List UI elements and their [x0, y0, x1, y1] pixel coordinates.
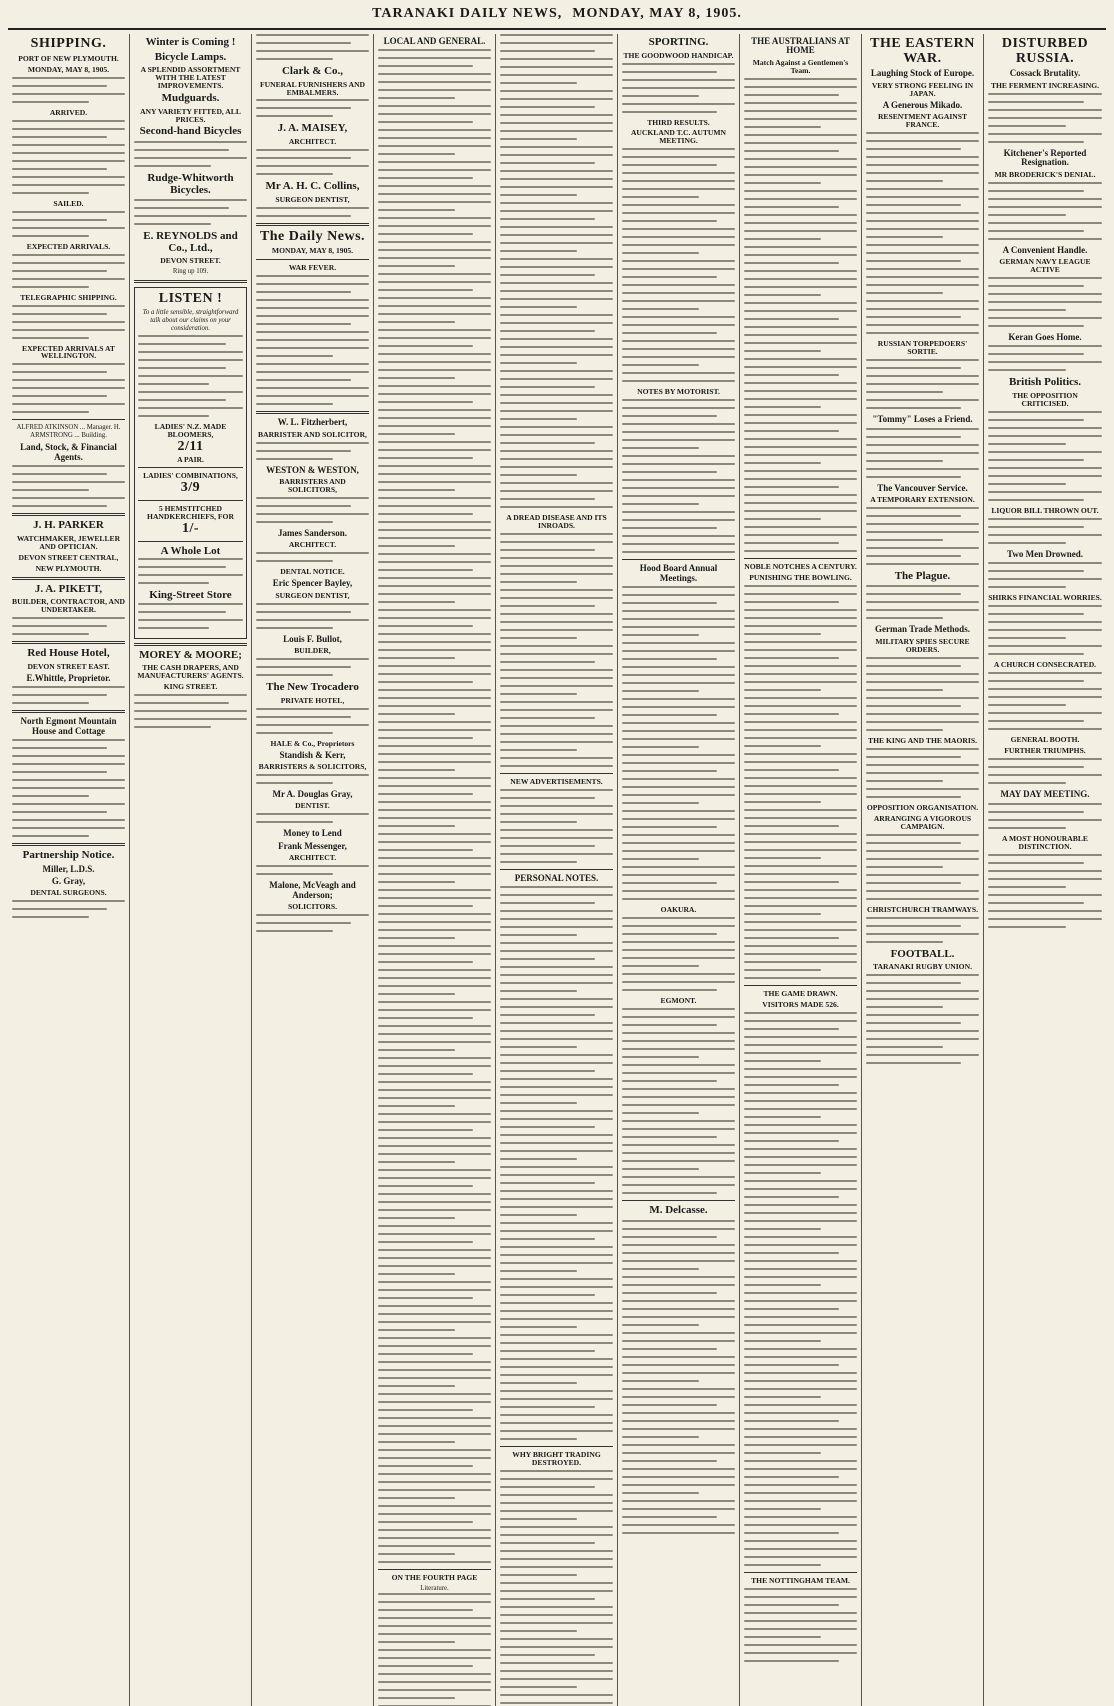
trocadero-trade: PRIVATE HOTEL,: [280, 695, 345, 705]
column-eastern-war: [862, 34, 984, 1706]
text-block: [12, 305, 125, 339]
parker-city: NEW PLYMOUTH.: [35, 563, 102, 573]
article-body: [988, 93, 1102, 143]
variety-fitted: ANY VARIETY FITTED, ALL PRICES.: [140, 106, 241, 124]
motorist-heading: NOTES BY MOTORIST.: [637, 387, 720, 397]
plague-heading: The Plague.: [894, 569, 951, 582]
article-body: [622, 917, 735, 991]
article-body: [866, 359, 979, 409]
collins-name: Mr A. H. C. Collins,: [265, 180, 360, 192]
article-body: [866, 657, 979, 731]
road-board-heading: Hood Board Annual Meetings.: [639, 563, 718, 583]
text-block: [256, 708, 369, 734]
clark-trade: FUNERAL FURNISHERS AND EMBALMERS.: [259, 79, 366, 97]
laughing-stock: Laughing Stock of Europe.: [870, 68, 975, 79]
article-body: [500, 789, 613, 863]
pikett-trade: BUILDER, CONTRACTOR, AND UNDERTAKER.: [12, 597, 125, 615]
australians-heading: THE AUSTRALIANS AT HOME: [751, 36, 850, 56]
mails-heading: EXPECTED ARRIVALS AT WELLINGTON.: [22, 343, 115, 361]
strong-feeling: VERY STRONG FEELING IN JAPAN.: [871, 80, 974, 98]
article-body: [988, 758, 1102, 784]
article-body: [866, 974, 979, 1064]
keran-heading: Keran Goes Home.: [1008, 332, 1082, 342]
combinations-price: 3/9: [180, 480, 201, 496]
article-body: [744, 585, 857, 979]
combinations-label: LADIES' COMBINATIONS,: [143, 471, 238, 481]
triumphs-heading: FURTHER TRIUMPHS.: [1004, 746, 1086, 756]
shipping-heading: SHIPPING.: [30, 36, 107, 51]
broderick-heading: MR BRODERICK'S DENIAL.: [994, 169, 1096, 179]
tramways-heading: CHRISTCHURCH TRAMWAYS.: [867, 904, 978, 914]
parker-address: DEVON STREET CENTRAL,: [18, 552, 119, 562]
bloomers-unit: A PAIR.: [177, 454, 204, 464]
collins-trade: SURGEON DENTIST,: [275, 194, 350, 204]
land-stock-heading: Land, Stock, & Financial Agents.: [20, 442, 117, 462]
text-block: [256, 34, 369, 60]
article-body: [622, 399, 735, 553]
secondhand-bicycles: Second-hand Bicycles: [139, 125, 242, 138]
pikett-name: J. A. PIKETT,: [34, 582, 103, 595]
article-body: [988, 605, 1102, 655]
article-body: [866, 428, 979, 478]
column-cricket: [740, 34, 862, 1706]
mayday-heading: MAY DAY MEETING.: [1000, 789, 1090, 800]
handle-heading: A Convenient Handle.: [1002, 244, 1088, 255]
kitchener-heading: Kitchener's Reported Resignation.: [1003, 147, 1087, 168]
text-block: [256, 99, 369, 117]
text-block: [256, 914, 369, 932]
gray-trade: DENTAL SURGEONS.: [30, 888, 107, 898]
winter-heading: Winter is Coming !: [145, 36, 236, 48]
navy-league: GERMAN NAVY LEAGUE ACTIVE: [999, 257, 1091, 275]
politics-heading: British Politics.: [1008, 376, 1082, 389]
daily-news-date: MONDAY, MAY 8, 1905.: [271, 246, 354, 256]
rudge-heading: Rudge-Whitworth Bicycles.: [147, 172, 234, 196]
whole-lot: A Whole Lot: [160, 544, 221, 557]
resentment-heading: RESENTMENT AGAINST FRANCE.: [877, 112, 968, 130]
standish-name: Standish & Kerr,: [279, 749, 346, 760]
column-shipping: [8, 34, 130, 1706]
article-body: [866, 132, 979, 334]
literature-label: Literature.: [420, 1585, 449, 1593]
messenger-trade: ARCHITECT.: [288, 853, 337, 863]
arrived-heading: ARRIVED.: [49, 107, 88, 117]
morey-name: MOREY & MOORE;: [139, 648, 242, 661]
oakura-heading: OAKURA.: [660, 905, 697, 915]
church-heading: A CHURCH CONSECRATED.: [993, 660, 1097, 670]
listen-heading: LISTEN !: [158, 291, 223, 307]
reynolds-address: DEVON STREET.: [160, 256, 221, 266]
text-block: [12, 77, 125, 103]
article-body: [988, 672, 1102, 730]
handkerchiefs-price: 1/-: [181, 521, 200, 537]
cossack-heading: Cossack Brutality.: [1009, 68, 1081, 79]
article-body: [866, 585, 979, 619]
vancouver-heading: The Vancouver Service.: [877, 482, 968, 493]
handkerchiefs-label: 5 HEMSTITCHED HANDKERCHIEFS, FOR: [147, 504, 234, 522]
booth-heading: GENERAL BOOTH.: [1010, 735, 1080, 745]
new-advertisements-heading: NEW ADVERTISEMENTS.: [510, 776, 603, 786]
temporary-extension: A TEMPORARY EXTENSION.: [870, 494, 975, 504]
text-block: [256, 552, 369, 562]
messenger-name: Frank Messenger,: [278, 840, 347, 851]
german-trade-heading: German Trade Methods.: [875, 624, 970, 635]
fitzherbert-trade: BARRISTER AND SOLICITOR,: [258, 429, 367, 439]
morey-trade: THE CASH DRAPERS, AND MANUFACTURERS' AGENTS.: [137, 663, 244, 681]
goodwood-heading: THE GOODWOOD HANDICAP.: [623, 50, 734, 60]
king-maoris: THE KING AND THE MAORIS.: [868, 735, 977, 745]
article-body: [744, 1012, 857, 1566]
eastern-war-heading: THE EASTERN WAR.: [870, 36, 975, 66]
auckland-meeting: AUCKLAND T.C. AUTUMN MEETING.: [630, 128, 727, 146]
article-body: [988, 182, 1102, 240]
text-block: [12, 686, 125, 704]
article-body: [622, 1220, 735, 1534]
telegraphic-heading: TELEGRAPHIC SHIPPING.: [20, 292, 117, 302]
fitzherbert-name: W. L. Fitzherbert,: [277, 417, 348, 428]
sanderson-name: James Sanderson.: [277, 527, 347, 538]
money-heading: Money to Lend: [283, 828, 342, 839]
text-block: [256, 497, 369, 523]
douglas-gray-name: Mr A. Douglas Gray,: [272, 789, 353, 799]
malone-name: Malone, McVeagh and Anderson;: [269, 880, 356, 900]
sporting-heading: SPORTING.: [648, 36, 709, 48]
partnership-heading: Partnership Notice.: [22, 849, 115, 862]
dread-disease-heading: A DREAD DISEASE AND ITS INROADS.: [506, 513, 607, 530]
morey-address: KING STREET.: [163, 682, 218, 692]
text-block: [256, 603, 369, 629]
article-body: [622, 586, 735, 900]
bloomers-label: LADIES' N.Z. MADE BLOOMERS,: [154, 421, 227, 439]
text-block: [138, 335, 243, 417]
article-body: [622, 148, 735, 382]
column-sporting: [618, 34, 740, 1706]
article-body: [500, 1470, 613, 1704]
disturbed-russia-heading: DISTURBED RUSSIA.: [1001, 36, 1089, 66]
nottingham-heading: THE NOTTINGHAM TEAM.: [751, 1575, 850, 1585]
column-ads-b: [252, 34, 374, 1706]
military-spies: MILITARY SPIES SECURE ORDERS.: [875, 636, 970, 654]
opposition-heading: OPPOSITION ORGANISATION.: [866, 802, 979, 812]
generous-mikado: A Generous Mikado.: [882, 99, 963, 110]
sanderson-trade: ARCHITECT.: [288, 540, 337, 550]
splendid-assortment: A SPLENDID ASSORTMENT WITH THE LATEST IMPROVEMENTS.: [140, 65, 241, 91]
trocadero-name: The New Trocadero: [266, 681, 359, 694]
mudguards: Mudguards.: [161, 92, 220, 104]
text-block: [134, 199, 247, 225]
text-block: [256, 207, 369, 217]
daily-news-title: The Daily News.: [259, 228, 366, 244]
football-heading: FOOTBALL.: [890, 947, 955, 960]
text-block: [12, 254, 125, 288]
article-body: [744, 1588, 857, 1662]
text-block: [12, 900, 125, 918]
article-body: [622, 1008, 735, 1194]
douglas-gray-trade: DENTIST.: [295, 801, 330, 811]
listen-ad: [134, 287, 247, 639]
shirks-heading: SHIRKS FINANCIAL WORRIES.: [988, 593, 1102, 603]
redhouse-name: Red House Hotel,: [27, 647, 110, 660]
criticised-heading: THE OPPOSITION CRITICISED.: [1012, 390, 1078, 408]
bayley-trade: SURGEON DENTIST,: [275, 590, 350, 600]
article-body: [988, 803, 1102, 829]
text-block: [256, 774, 369, 784]
third-results: THIRD RESULTS.: [647, 117, 710, 127]
game-drawn-heading: THE GAME DRAWN.: [763, 988, 838, 998]
match-heading: Match Against a Gentlemen's Team.: [752, 57, 849, 75]
article-body: [988, 277, 1102, 327]
text-block: [138, 603, 243, 629]
maisey-trade: ARCHITECT.: [288, 137, 337, 147]
masthead: [8, 6, 1106, 30]
punishing-heading: PUNISHING THE BOWLING.: [749, 572, 852, 582]
gray-name: G. Gray,: [51, 876, 86, 887]
expected-heading: EXPECTED ARRIVALS.: [26, 241, 111, 251]
article-body: [622, 63, 735, 113]
article-body: [988, 518, 1102, 544]
article-body: [988, 562, 1102, 588]
article-body: [744, 78, 857, 552]
personal-notes-heading: PERSONAL NOTES.: [514, 872, 599, 883]
weston-trade: BARRISTERS AND SOLICITORS,: [279, 476, 346, 494]
text-block: [256, 149, 369, 175]
article-body: [378, 1593, 491, 1706]
tommy-heading: "Tommy" Loses a Friend.: [872, 414, 973, 425]
text-block: [12, 120, 125, 194]
redhouse-address: DEVON STREET EAST.: [27, 661, 110, 671]
egmont-heading: North Egmont Mountain House and Cottage: [20, 716, 117, 736]
text-block: [12, 465, 125, 507]
liquor-heading: LIQUOR BILL THROWN OUT.: [991, 505, 1099, 515]
issue-date: MONDAY, MAY 8, 1905.: [572, 6, 742, 21]
text-block: [256, 658, 369, 676]
malone-trade: SOLICITORS.: [287, 902, 338, 912]
bloomers-price: 2/11: [177, 438, 204, 454]
column-ads-a: [130, 34, 252, 1706]
text-block: [256, 275, 369, 405]
war-fever-heading: WAR FEVER.: [288, 263, 337, 273]
agents-line: ALFRED ATKINSON ... Manager. H. ARMSTRONG ... Building.: [16, 424, 121, 440]
port-heading: PORT OF NEW PLYMOUTH.: [18, 53, 119, 63]
article-body: [866, 834, 979, 900]
ferment-heading: THE FERMENT INCREASING.: [990, 80, 1100, 90]
hale-name: HALE & Co., Proprietors: [270, 738, 355, 748]
text-block: [12, 363, 125, 413]
sailed-heading: SAILED.: [53, 198, 84, 208]
bullot-trade: BUILDER,: [294, 646, 331, 656]
text-block: [256, 865, 369, 875]
bayley-name: Eric Spencer Bayley,: [272, 578, 353, 589]
text-block: [12, 617, 125, 635]
text-block: [256, 813, 369, 823]
text-block: [12, 211, 125, 237]
article-body: [500, 886, 613, 1440]
text-block: [134, 694, 247, 728]
listen-sub: To a little sensible, straightforward talk about our claims on your consideration.: [142, 308, 239, 332]
bicycle-lamps: Bicycle Lamps.: [154, 50, 227, 63]
port-date: MONDAY, MAY 8, 1905.: [27, 64, 110, 74]
kingstreet-store: King-Street Store: [149, 589, 232, 602]
column-news-b: [496, 34, 618, 1706]
parker-name: J. H. PARKER: [33, 519, 104, 532]
delcasse-heading: M. Delcasse.: [649, 1204, 708, 1217]
whittle-name: E.Whittle, Proprietor.: [26, 672, 111, 683]
miller-name: Miller, L.D.S.: [42, 863, 95, 874]
article-body: [866, 748, 979, 798]
drowned-heading: Two Men Drowned.: [1007, 548, 1083, 559]
fourth-page-heading: ON THE FOURTH PAGE: [391, 1573, 478, 1583]
article-body: [866, 507, 979, 565]
article-body: [866, 917, 979, 943]
article-body: [500, 34, 613, 508]
noble-heading: NOBLE NOTCHES A CENTURY.: [744, 561, 857, 571]
rugby-union: TARANAKI RUGBY UNION.: [873, 962, 972, 972]
text-block: [134, 141, 247, 167]
article-body: [988, 854, 1102, 928]
dental-notice: DENTAL NOTICE.: [280, 567, 345, 577]
reynolds-name: E. REYNOLDS and Co., Ltd.,: [143, 230, 238, 254]
article-body: [378, 49, 491, 1563]
article-body: [988, 345, 1102, 371]
standish-trade: BARRISTERS & SOLICITORS,: [258, 762, 367, 772]
local-general-heading: LOCAL AND GENERAL.: [383, 36, 486, 46]
weston-name: WESTON & WESTON,: [266, 464, 359, 475]
column-local-news: [374, 34, 496, 1706]
maisey-name: J. A. MAISEY,: [277, 122, 348, 135]
columns: [8, 34, 1106, 1706]
text-block: [256, 442, 369, 460]
article-body: [988, 411, 1102, 501]
visitors-heading: VISITORS MADE 526.: [762, 999, 839, 1009]
honourable-heading: A MOST HONOURABLE DISTINCTION.: [1002, 833, 1088, 851]
trading-heading: WHY BRIGHT TRADING DESTROYED.: [512, 1450, 601, 1468]
egmont-heading: EGMONT.: [660, 996, 697, 1006]
vigorous-campaign: ARRANGING A VIGOROUS CAMPAIGN.: [873, 813, 972, 831]
paper-title: TARANAKI DAILY NEWS,: [372, 6, 563, 21]
text-block: [12, 739, 125, 837]
text-block: [138, 558, 243, 584]
bullot-name: Louis F. Bullot,: [283, 633, 342, 644]
column-russia: [984, 34, 1106, 1706]
clark-name: Clark & Co.,: [281, 65, 344, 77]
article-body: [500, 533, 613, 767]
parker-trade: WATCHMAKER, JEWELLER AND OPTICIAN.: [16, 533, 121, 551]
ring-number: Ring up 109.: [172, 268, 209, 276]
torpedoers-heading: RUSSIAN TORPEDOERS' SORTIE.: [877, 339, 968, 357]
